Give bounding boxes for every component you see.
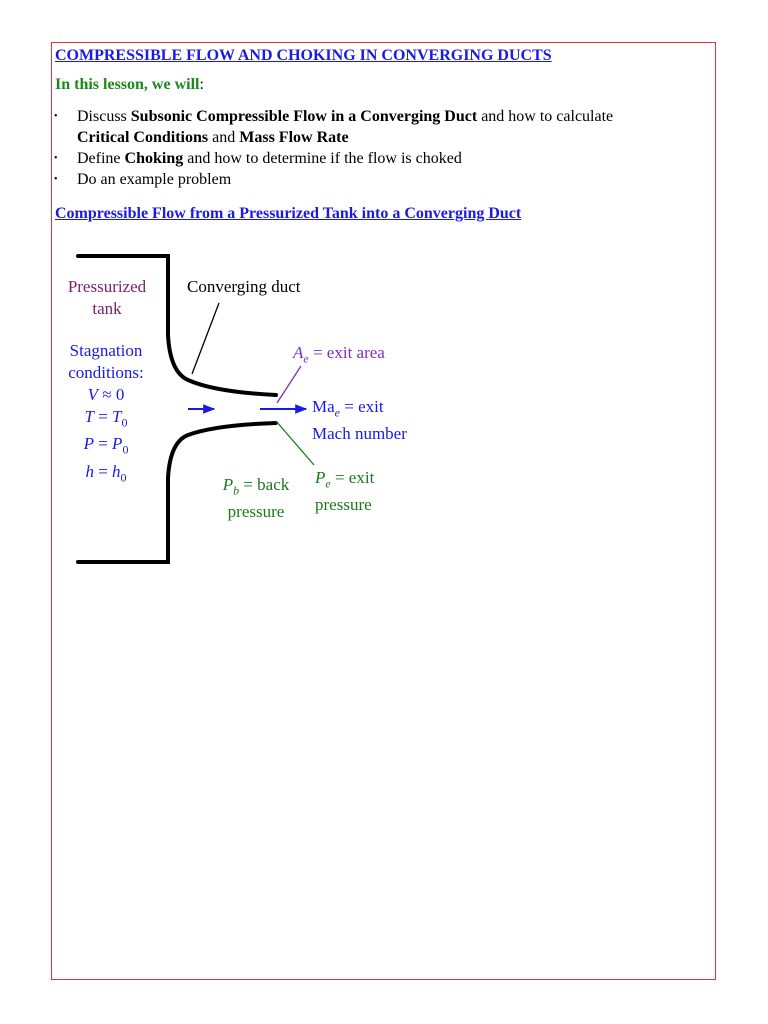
exit-pressure-leader-line (276, 421, 314, 465)
exit-area-label: $A_e$ = exit area (293, 343, 385, 366)
bullet-bold: Critical Conditions (77, 129, 209, 146)
bullet-bold: Mass Flow Rate (239, 129, 349, 146)
section-subheading: Compressible Flow from a Pressurized Tank into a Converging Duct (55, 205, 522, 222)
back-pressure-label: $P_b$ = back pressure (208, 474, 304, 523)
bullet-icon: • (54, 111, 58, 122)
bullet-text: and how to determine if the flow is choked (183, 150, 462, 167)
exit-area-leader-line (277, 366, 301, 403)
stagnation-pressure: $P = P_0$ (83, 434, 129, 457)
duct-label: Converging duct (187, 277, 301, 296)
duct-leader-line (192, 303, 219, 374)
stagnation-conditions (56, 340, 156, 488)
tank-label-line: tank (92, 299, 122, 318)
bullet-text: Define (77, 150, 125, 167)
bullet-bold: Subsonic Compressible Flow in a Converging Duct (130, 108, 478, 125)
bullet-text: Discuss (77, 108, 131, 125)
bullet-text: Do an example problem (77, 171, 232, 188)
tank-label (58, 276, 156, 320)
exit-pressure-label-line: pressure (315, 495, 372, 515)
stagnation-heading: conditions: (68, 363, 144, 382)
intro-colon: : (199, 76, 204, 93)
bullet-icon: • (54, 174, 58, 185)
exit-pressure-label: $P_e$ = exit pressure (315, 468, 375, 515)
bullet-icon: • (54, 153, 58, 164)
stagnation-enthalpy: $h = h_0$ (85, 461, 127, 485)
bullet-text: and (208, 129, 240, 146)
exit-mach-label-line: Mach number (312, 424, 407, 444)
bullet-text: and how to calculate (477, 108, 614, 125)
exit-mach-label: $Ma_e$ = exit Mach number (312, 397, 407, 444)
lesson-title: COMPRESSIBLE FLOW AND CHOKING IN CONVERGING DUCTS (55, 47, 552, 64)
stagnation-heading: Stagnation (69, 341, 143, 360)
intro-text: In this lesson, we will (55, 76, 200, 93)
stagnation-temperature: $T = T_0$ (84, 407, 128, 430)
bullet-bold: Choking (124, 150, 184, 167)
back-pressure-label-line: pressure (227, 502, 285, 522)
stagnation-velocity: V ≈ 0 (87, 385, 125, 404)
tank-label-line: Pressurized (67, 277, 147, 296)
